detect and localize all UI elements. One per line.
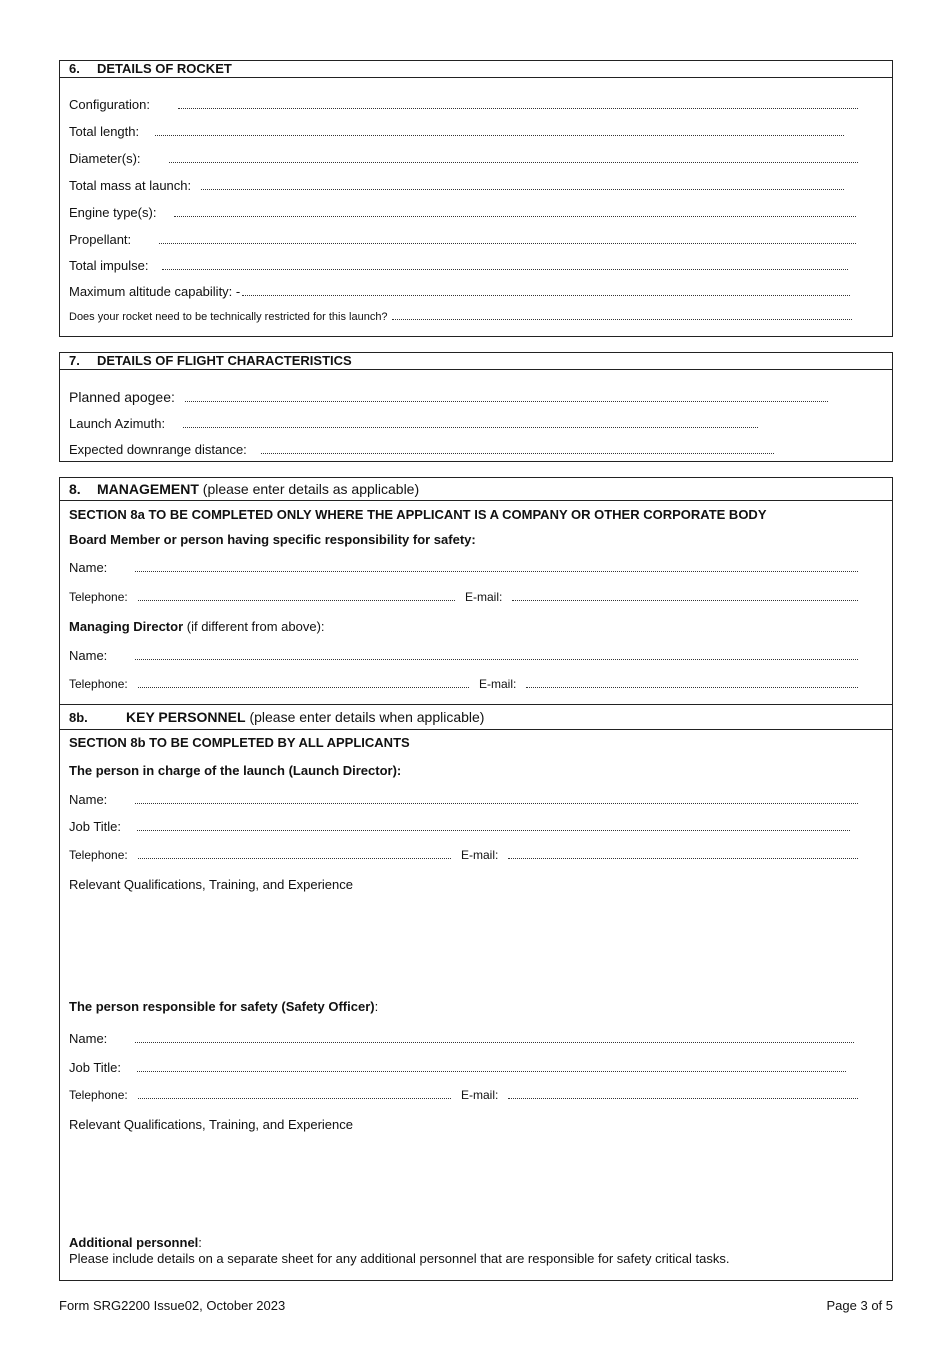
total-mass-row[interactable] xyxy=(69,178,844,193)
ld-qualifications-label: Relevant Qualifications, Training, and Experience xyxy=(69,877,353,892)
additional-personnel-colon: : xyxy=(198,1235,202,1250)
ld-name-label: Name: xyxy=(69,792,108,807)
propellant-label: Propellant: xyxy=(69,232,132,247)
form-id: Form SRG2200 Issue02, October 2023 xyxy=(59,1298,286,1313)
downrange-row[interactable] xyxy=(69,442,774,457)
total-impulse-label: Total impulse: xyxy=(69,258,149,273)
board-name-row[interactable] xyxy=(69,560,858,575)
configuration-row[interactable] xyxy=(69,97,858,112)
section-8a-heading: SECTION 8a TO BE COMPLETED ONLY WHERE THE APPLICANT IS A COMPANY OR OTHER CORPORATE BODY xyxy=(69,507,767,522)
managing-director-title: Managing Director xyxy=(69,619,184,634)
ld-email-label: E-mail: xyxy=(461,848,499,862)
launch-azimuth-row[interactable] xyxy=(69,416,758,431)
so-qualifications-area[interactable] xyxy=(69,1136,858,1231)
downrange-label: Expected downrange distance: xyxy=(69,442,247,457)
board-name-label: Name: xyxy=(69,560,108,575)
md-name-label: Name: xyxy=(69,648,108,663)
so-telephone-field[interactable] xyxy=(138,1097,451,1099)
board-name-field[interactable] xyxy=(135,570,858,572)
additional-personnel-heading xyxy=(69,1235,202,1250)
total-mass-field[interactable] xyxy=(201,188,844,190)
so-job-title-field[interactable] xyxy=(137,1070,846,1072)
diameter-row[interactable] xyxy=(69,151,858,166)
ld-telephone-field[interactable] xyxy=(138,857,451,859)
so-name-label: Name: xyxy=(69,1031,108,1046)
total-length-label: Total length: xyxy=(69,124,140,139)
so-name-field[interactable] xyxy=(135,1041,854,1043)
so-email-label: E-mail: xyxy=(461,1088,499,1102)
restricted-label: Does your rocket need to be technically restricted for this launch? xyxy=(69,311,388,323)
launch-director-heading: The person in charge of the launch (Launch Director): xyxy=(69,763,402,778)
section-6-header xyxy=(60,61,892,78)
total-length-field[interactable] xyxy=(155,134,844,136)
section-8b-note: (please enter details when applicable) xyxy=(249,709,485,725)
board-email-label: E-mail: xyxy=(465,590,503,604)
ld-job-title-field[interactable] xyxy=(137,829,850,831)
total-impulse-row[interactable] xyxy=(69,258,848,273)
board-contact-row[interactable] xyxy=(69,590,858,604)
section-8b-heading: SECTION 8b TO BE COMPLETED BY ALL APPLICANTS xyxy=(69,735,410,750)
md-email-label: E-mail: xyxy=(479,677,517,691)
restricted-row[interactable] xyxy=(69,311,852,323)
section-8b-title: KEY PERSONNEL xyxy=(126,709,246,725)
md-name-row[interactable] xyxy=(69,648,858,663)
board-telephone-label: Telephone: xyxy=(69,590,128,604)
md-contact-row[interactable] xyxy=(69,677,858,691)
so-job-title-row[interactable] xyxy=(69,1060,846,1075)
planned-apogee-label: Planned apogee: xyxy=(69,389,175,405)
section-8-header xyxy=(60,478,892,501)
additional-personnel-text: Please include details on a separate sheet for any additional personnel that are responsible for safety critical tasks. xyxy=(69,1251,730,1266)
max-altitude-label: Maximum altitude capability: - xyxy=(69,284,241,299)
board-email-field[interactable] xyxy=(512,599,858,601)
md-name-field[interactable] xyxy=(135,658,858,660)
total-impulse-field[interactable] xyxy=(162,268,848,270)
propellant-field[interactable] xyxy=(159,242,856,244)
ld-contact-row[interactable] xyxy=(69,848,858,862)
restricted-field[interactable] xyxy=(392,318,852,320)
configuration-label: Configuration: xyxy=(69,97,150,112)
board-member-heading: Board Member or person having specific responsibility for safety: xyxy=(69,532,476,547)
diameter-label: Diameter(s): xyxy=(69,151,141,166)
section-7-box xyxy=(59,352,893,462)
section-8-title: MANAGEMENT xyxy=(97,481,199,497)
diameter-field[interactable] xyxy=(169,161,858,163)
section-6-title: DETAILS OF ROCKET xyxy=(97,61,232,76)
planned-apogee-field[interactable] xyxy=(185,400,828,402)
configuration-field[interactable] xyxy=(178,107,858,109)
section-8-note: (please enter details as applicable) xyxy=(202,481,420,497)
downrange-field[interactable] xyxy=(261,452,774,454)
ld-name-field[interactable] xyxy=(135,802,858,804)
so-name-row[interactable] xyxy=(69,1031,854,1046)
ld-job-title-row[interactable] xyxy=(69,819,850,834)
section-8-number: 8. xyxy=(69,481,81,497)
so-qualifications-label: Relevant Qualifications, Training, and Experience xyxy=(69,1117,353,1132)
ld-qualifications-area[interactable] xyxy=(69,896,858,991)
additional-personnel-title: Additional personnel xyxy=(69,1235,199,1250)
total-length-row[interactable] xyxy=(69,124,844,139)
section-6-box xyxy=(59,60,893,337)
safety-officer-colon: : xyxy=(374,999,379,1014)
section-7-title: DETAILS OF FLIGHT CHARACTERISTICS xyxy=(97,353,352,368)
page-number: Page 3 of 5 xyxy=(826,1298,893,1313)
planned-apogee-row[interactable] xyxy=(69,389,828,405)
ld-email-field[interactable] xyxy=(508,857,858,859)
max-altitude-field[interactable] xyxy=(242,294,850,296)
ld-name-row[interactable] xyxy=(69,792,858,807)
section-8b-bottom-divider xyxy=(60,729,892,730)
so-telephone-label: Telephone: xyxy=(69,1088,128,1102)
section-8b-top-divider xyxy=(60,704,892,705)
section-7-header xyxy=(60,353,892,370)
so-email-field[interactable] xyxy=(508,1097,858,1099)
section-7-number: 7. xyxy=(69,353,80,368)
launch-azimuth-label: Launch Azimuth: xyxy=(69,416,166,431)
so-job-title-label: Job Title: xyxy=(69,1060,122,1075)
ld-telephone-label: Telephone: xyxy=(69,848,128,862)
md-email-field[interactable] xyxy=(526,686,858,688)
managing-director-note: (if different from above): xyxy=(186,619,325,634)
board-telephone-field[interactable] xyxy=(138,599,455,601)
md-telephone-field[interactable] xyxy=(138,686,469,688)
ld-job-title-label: Job Title: xyxy=(69,819,122,834)
section-8b-header xyxy=(69,709,484,725)
md-telephone-label: Telephone: xyxy=(69,677,128,691)
managing-director-heading xyxy=(69,619,325,634)
propellant-row[interactable] xyxy=(69,232,856,247)
engine-type-field[interactable] xyxy=(174,215,856,217)
total-mass-label: Total mass at launch: xyxy=(69,178,192,193)
section-8-box xyxy=(59,477,893,1281)
safety-officer-heading xyxy=(69,999,378,1014)
engine-type-row[interactable] xyxy=(69,205,856,220)
so-contact-row[interactable] xyxy=(69,1088,858,1102)
engine-type-label: Engine type(s): xyxy=(69,205,157,220)
safety-officer-title: The person responsible for safety (Safety Officer) xyxy=(69,999,375,1014)
section-8b-number: 8b. xyxy=(69,710,88,725)
launch-azimuth-field[interactable] xyxy=(183,426,758,428)
section-6-number: 6. xyxy=(69,61,80,76)
max-altitude-row[interactable] xyxy=(69,284,850,299)
